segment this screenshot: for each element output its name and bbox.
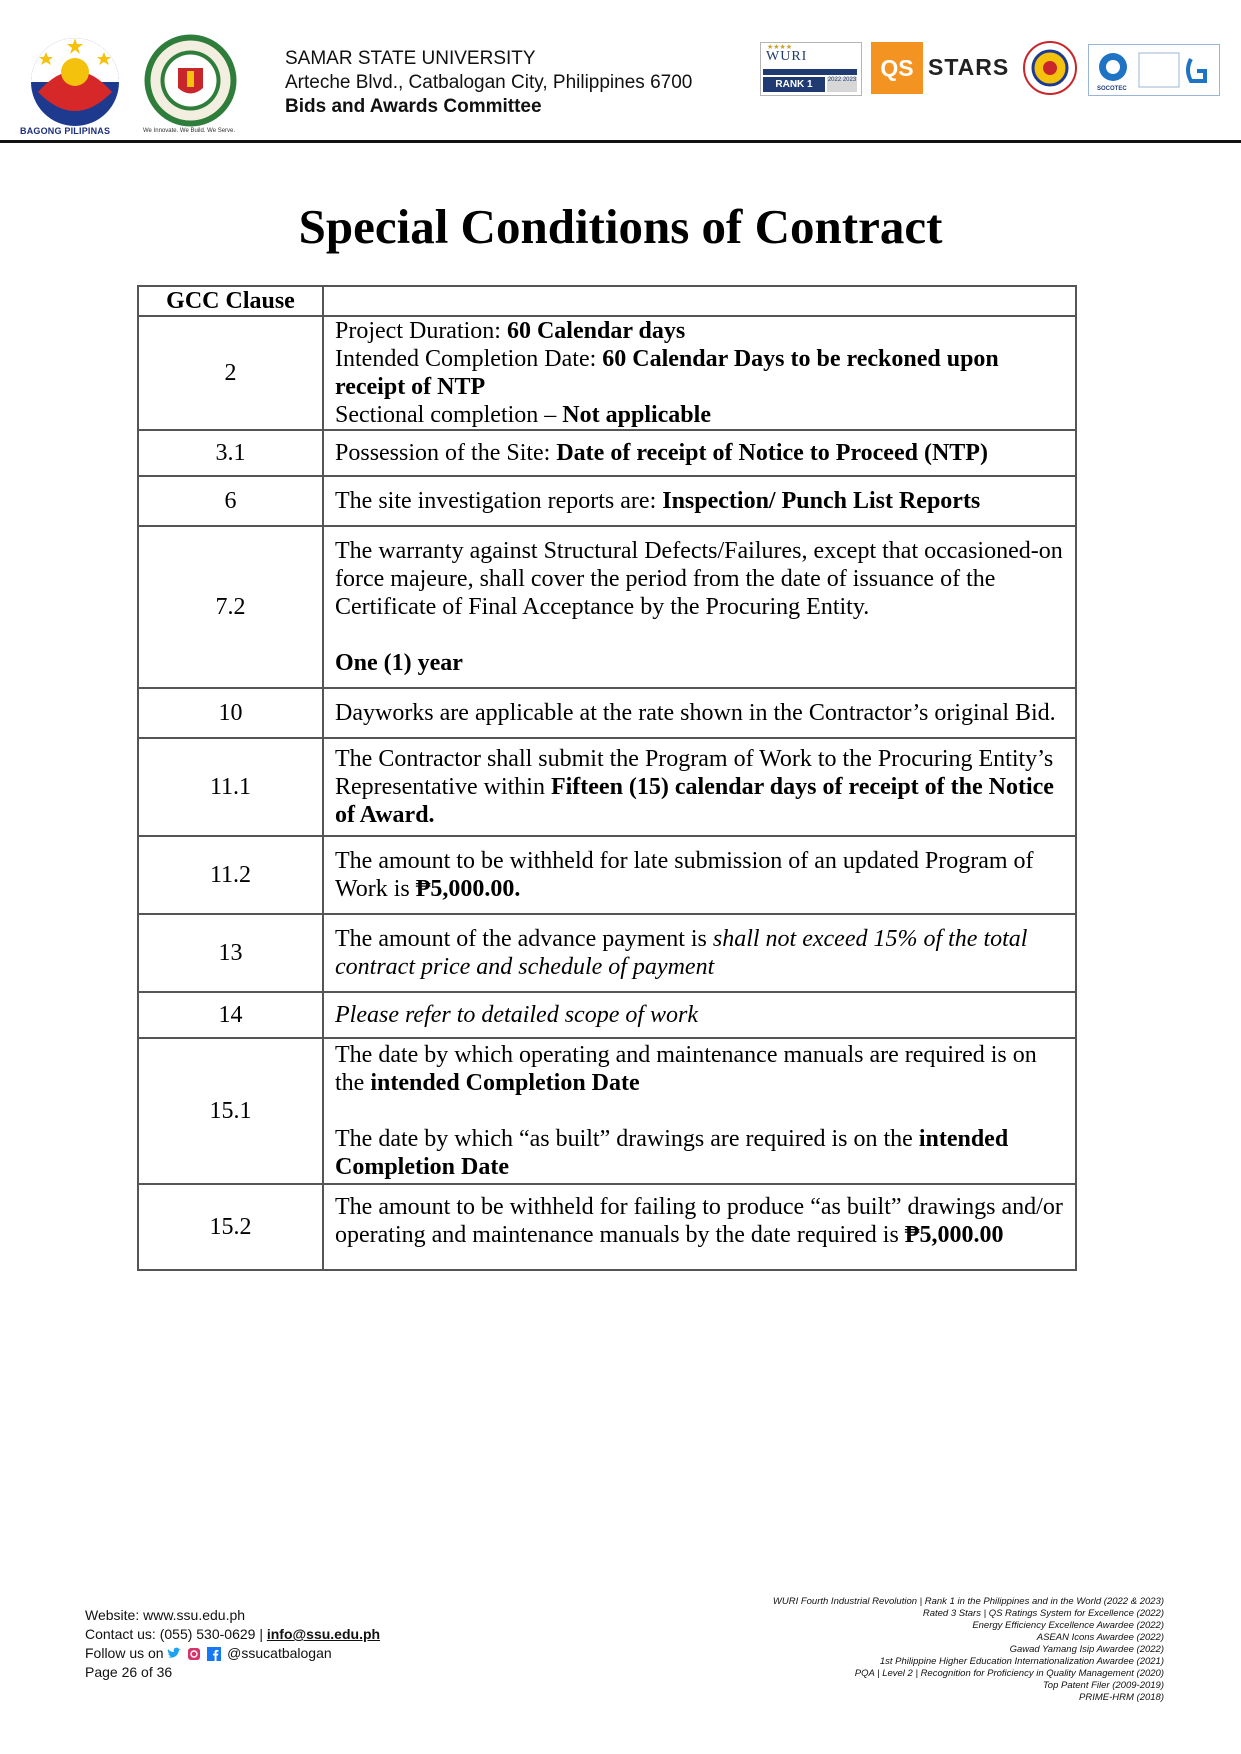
condition-cell xyxy=(323,992,1076,1038)
gcc-clause-cell: 6 xyxy=(138,476,323,526)
condition-text: Not applicable xyxy=(562,402,711,428)
gcc-clause-cell: 11.2 xyxy=(138,836,323,914)
table-row xyxy=(138,1184,1076,1270)
condition-text: Date of receipt of Notice to Proceed (NTP) xyxy=(556,440,988,466)
condition-line xyxy=(335,649,1067,677)
qs-stars-label: STARS xyxy=(928,54,1010,80)
organization-block xyxy=(285,47,692,119)
condition-cell xyxy=(323,1184,1076,1270)
award-line: PRIME-HRM (2018) xyxy=(1079,1692,1164,1703)
condition-text: Project Duration: xyxy=(335,318,507,344)
page-title: Special Conditions of Contract xyxy=(298,199,943,254)
condition-line xyxy=(335,537,1067,621)
condition-line xyxy=(335,1193,1067,1249)
condition-line xyxy=(335,925,1067,981)
award-line: Energy Efficiency Excellence Awardee (2022) xyxy=(972,1620,1164,1631)
condition-cell xyxy=(323,526,1076,688)
committee-name: Bids and Awards Committee xyxy=(285,96,542,117)
award-line: 1st Philippine Higher Education Internationalization Awardee (2021) xyxy=(879,1656,1164,1667)
condition-cell xyxy=(323,688,1076,738)
table-row xyxy=(138,316,1076,430)
award-line: Rated 3 Stars | QS Ratings System for Excellence (2022) xyxy=(922,1608,1164,1619)
table-row xyxy=(138,914,1076,992)
gcc-clause-header: GCC Clause xyxy=(138,286,323,316)
table-header-row xyxy=(138,286,1076,316)
header-divider xyxy=(0,140,1241,143)
condition-text: The Contractor shall submit the Program of Work to the Procuring Entity’s Representative within xyxy=(335,746,1054,800)
condition-text: The amount to be withheld for late submission of an updated Program of Work is xyxy=(335,848,1034,902)
pqa-seal-logo xyxy=(1022,40,1078,96)
condition-text: ₱5,000.00. xyxy=(415,876,521,902)
page-number: Page 26 of 36 xyxy=(85,1664,173,1680)
gcc-clause-cell: 14 xyxy=(138,992,323,1038)
condition-text: Sectional completion – xyxy=(335,402,563,428)
condition-text: 60 Calendar days xyxy=(506,318,686,344)
table-row xyxy=(138,430,1076,476)
page-header xyxy=(0,0,1241,142)
condition-cell xyxy=(323,836,1076,914)
condition-line xyxy=(335,487,1067,515)
footer-contact xyxy=(85,1606,380,1682)
footer-awards xyxy=(644,1596,1164,1704)
ssu-seal-logo xyxy=(143,33,238,128)
condition-text: 60 Calendar Days to be reckoned upon receipt of NTP xyxy=(335,346,999,400)
bagong-pilipinas-text: BAGONG PILIPINAS xyxy=(20,126,111,136)
gcc-clause-cell: 15.1 xyxy=(138,1038,323,1184)
condition-cell xyxy=(323,316,1076,430)
website-text: Website: www.ssu.edu.ph xyxy=(85,1607,246,1623)
social-handle: @ssucatbalogan xyxy=(227,1645,332,1661)
condition-cell xyxy=(323,430,1076,476)
condition-line xyxy=(335,345,1067,401)
contact-phone: Contact us: (055) 530-0629 | xyxy=(85,1626,267,1642)
condition-line xyxy=(335,401,1067,429)
condition-text: The site investigation reports are: xyxy=(335,488,663,514)
gcc-clause-cell: 13 xyxy=(138,914,323,992)
condition-header xyxy=(323,286,1076,316)
table-row xyxy=(138,836,1076,914)
table-row xyxy=(138,526,1076,688)
condition-text: The date by which “as built” drawings are required is on the xyxy=(335,1126,919,1152)
gcc-clause-cell: 3.1 xyxy=(138,430,323,476)
table-row xyxy=(138,688,1076,738)
facebook-icon[interactable] xyxy=(207,1647,221,1661)
condition-text: Fifteen (15) calendar days of receipt of the Notice of Award. xyxy=(335,774,1054,828)
wuri-rank: RANK 1 xyxy=(763,77,825,92)
gcc-clause-cell: 2 xyxy=(138,316,323,430)
gcc-clause-cell: 11.1 xyxy=(138,738,323,836)
condition-line xyxy=(335,317,1067,345)
condition-line xyxy=(335,1001,1067,1029)
table-row xyxy=(138,738,1076,836)
award-line: Gawad Yamang Isip Awardee (2022) xyxy=(1009,1644,1164,1655)
condition-line xyxy=(335,745,1067,829)
wuri-label: WURI xyxy=(766,49,808,64)
condition-text: Inspection/ Punch List Reports xyxy=(662,488,981,514)
award-line: PQA | Level 2 | Recognition for Proficiency in Quality Management (2020) xyxy=(854,1668,1164,1679)
gcc-clause-cell: 7.2 xyxy=(138,526,323,688)
condition-text: Intended Completion Date: xyxy=(335,346,603,372)
twitter-icon[interactable] xyxy=(167,1647,181,1661)
condition-text: intended Completion Date xyxy=(335,1126,1009,1180)
condition-text: One (1) year xyxy=(335,650,463,676)
socotec-iso-badge xyxy=(1088,44,1220,96)
blank-line xyxy=(335,621,1067,649)
condition-text: The warranty against Structural Defects/Failures, except that occasioned-on force majeure, shall cover the period from the date of issuance of the Certificate of Final Acceptance by the Procuring Entity. xyxy=(335,538,1063,620)
condition-line xyxy=(335,1125,1067,1181)
condition-cell xyxy=(323,476,1076,526)
blank-line xyxy=(335,1097,1067,1125)
award-line: ASEAN Icons Awardee (2022) xyxy=(1036,1632,1164,1643)
condition-text: ₱5,000.00 xyxy=(904,1222,1004,1248)
condition-text: Dayworks are applicable at the rate shown in the Contractor’s original Bid. xyxy=(335,700,1056,726)
condition-text: Please refer to detailed scope of work xyxy=(335,1002,699,1028)
condition-cell xyxy=(323,738,1076,836)
table-row xyxy=(138,992,1076,1038)
condition-text: shall not exceed 15% of the total contract price and schedule of payment xyxy=(335,926,1028,980)
wuri-stars-icon: ★★★★ xyxy=(767,43,793,51)
award-line: WURI Fourth Industrial Revolution | Rank 1 in the Philippines and in the World (2022 & 2023) xyxy=(772,1596,1164,1607)
bagong-pilipinas-logo xyxy=(18,30,133,140)
wuri-years: 2022 2023 xyxy=(827,77,857,92)
condition-cell xyxy=(323,914,1076,992)
condition-cell xyxy=(323,1038,1076,1184)
condition-text: Possession of the Site: xyxy=(335,440,557,466)
gcc-clause-cell: 10 xyxy=(138,688,323,738)
award-line: Top Patent Filer (2009-2019) xyxy=(1042,1680,1164,1691)
instagram-icon[interactable] xyxy=(187,1647,201,1661)
condition-line xyxy=(335,699,1067,727)
contact-line xyxy=(85,1625,380,1644)
email-link[interactable]: info@ssu.edu.ph xyxy=(266,1626,381,1642)
condition-text: The amount of the advance payment is xyxy=(335,926,713,952)
wuri-badge xyxy=(760,42,862,96)
condition-text: intended Completion Date xyxy=(370,1070,640,1096)
scc-table xyxy=(137,285,1077,1271)
condition-text: The amount to be withheld for failing to produce “as built” drawings and/or operating and maintenance manuals by the date required is xyxy=(335,1194,1063,1248)
org-name: SAMAR STATE UNIVERSITY xyxy=(285,48,536,69)
condition-line xyxy=(335,847,1067,903)
svg-text:SOCOTEC: SOCOTEC xyxy=(1097,86,1127,92)
seal-tagline: We Innovate. We Build. We Serve. xyxy=(143,128,236,134)
condition-text: The date by which operating and maintenance manuals are required is on the xyxy=(335,1042,1037,1096)
condition-line xyxy=(335,1041,1067,1097)
table-row xyxy=(138,476,1076,526)
qs-logo: QS xyxy=(871,42,923,94)
follow-line xyxy=(85,1644,380,1663)
gcc-clause-cell: 15.2 xyxy=(138,1184,323,1270)
org-address: Arteche Blvd., Catbalogan City, Philippines 6700 xyxy=(285,72,693,93)
follow-text: Follow us on xyxy=(85,1645,168,1661)
table-row xyxy=(138,1038,1076,1184)
condition-line xyxy=(335,439,1067,467)
